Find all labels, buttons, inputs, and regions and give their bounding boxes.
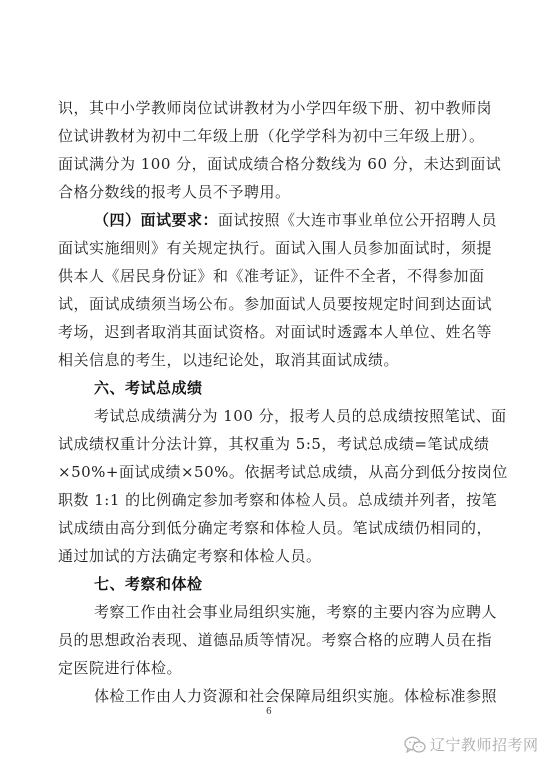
paragraph-line-text: 面试按照《大连市事业单位公开招聘人员 <box>218 211 498 229</box>
paragraph-line: 考察工作由社会事业局组织实施，考察的主要内容为应聘人 <box>94 603 498 621</box>
paragraph-line: 职数 1:1 的比例确定参加考察和体检人员。总成绩并列者，按笔 <box>58 491 498 509</box>
paragraph-line: 识，其中小学教师岗位试讲教材为小学四年级下册、初中教师岗 <box>58 99 493 117</box>
watermark <box>404 734 539 755</box>
paragraph-line: 位试讲教材为初中二年级上册（化学学科为初中三年级上册）。 <box>58 127 485 145</box>
paragraph-line: 考试总成绩满分为 100 分，报考人员的总成绩按照笔试、面 <box>94 407 507 425</box>
paragraph-line: ×50%+面试成绩×50%。依据考试总成绩，从高分到低分按岗位 <box>58 463 508 481</box>
paragraph-line: 试成绩由高分到低分确定考察和体检人员。笔试成绩仍相同的， <box>58 519 493 537</box>
paragraph-line <box>94 210 497 230</box>
paragraph-line: 相关信息的考生，以违纪论处，取消其面试成绩。 <box>58 351 400 369</box>
paragraph-line: 面试实施细则》有关规定执行。面试入围人员参加面试时，须提 <box>58 239 493 257</box>
section-heading: 六、考试总成绩 <box>94 379 203 397</box>
wechat-icon <box>404 736 426 754</box>
paragraph-line: 试成绩权重计分法计算，其权重为 5:5，考试总成绩=笔试成绩 <box>58 435 490 453</box>
paragraph-line: 面试满分为 100 分，面试成绩合格分数线为 60 分，未达到面试 <box>58 155 502 173</box>
paragraph-line: 员的思想政治表现、道德品质等情况。考察合格的应聘人员在指 <box>58 631 493 649</box>
paragraph-line: 体检工作由人力资源和社会保障局组织实施。体检标准参照 <box>94 687 498 705</box>
paragraph-line: 试，面试成绩须当场公布。参加面试人员要按规定时间到达面试 <box>58 295 493 313</box>
paragraph-line: 考场，迟到者取消其面试资格。对面试时透露本人单位、姓名等 <box>58 323 493 341</box>
paragraph-line: 合格分数线的报考人员不予聘用。 <box>58 183 291 201</box>
page-number: 6 <box>266 707 272 717</box>
paragraph-line: 通过加试的方法确定考察和体检人员。 <box>58 547 322 565</box>
watermark-text: 辽宁教师招考网 <box>430 736 539 754</box>
subsection-heading: （四）面试要求： <box>94 211 219 229</box>
paragraph-line: 定医院进行体检。 <box>58 659 183 677</box>
section-heading: 七、考察和体检 <box>94 575 203 593</box>
paragraph-line: 供本人《居民身份证》和《准考证》，证件不全者，不得参加面 <box>58 267 485 285</box>
